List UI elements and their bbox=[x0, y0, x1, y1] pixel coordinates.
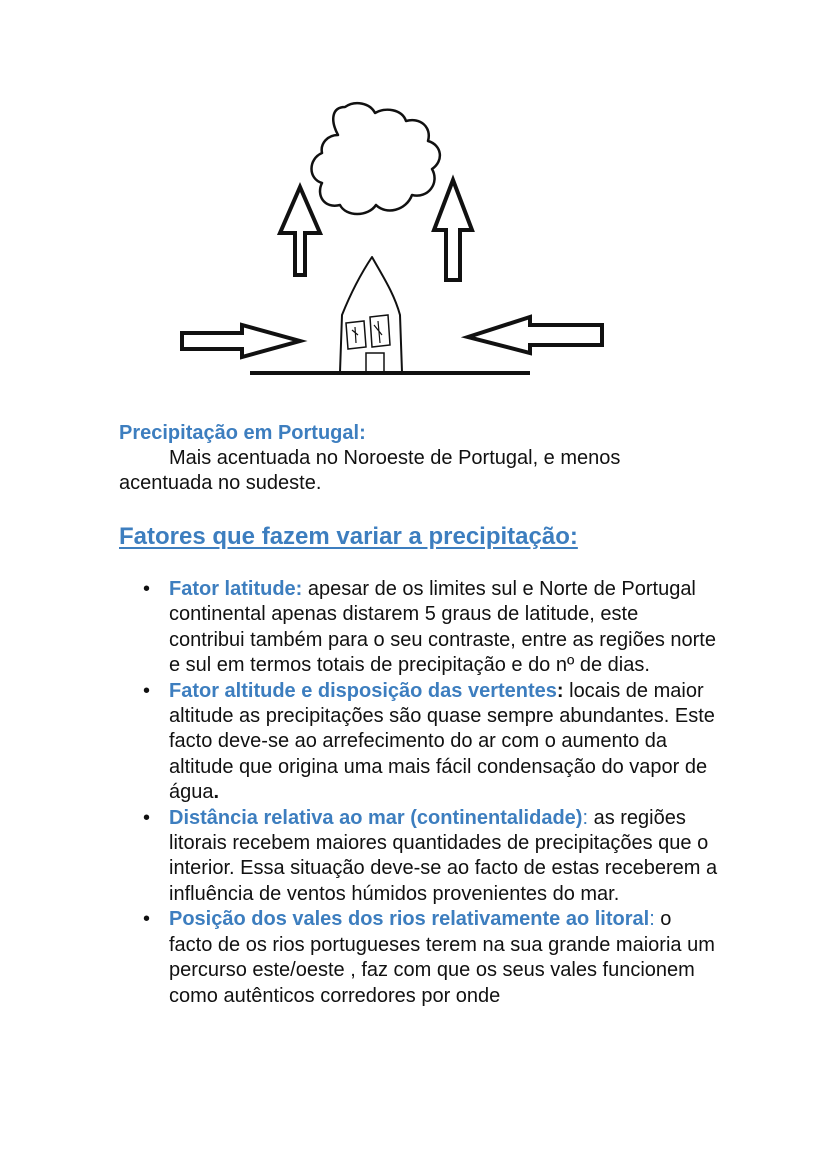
right-horizontal-arrow bbox=[468, 317, 602, 353]
factor-term: Fator latitude: bbox=[169, 578, 303, 600]
factor-text: locais de maior altitude as precipitações são quase sempre abundantes. Este facto deve-se ao arrefecimento do ar com o aumento da altitude que origina uma mais fácil condensação do vapor de água bbox=[169, 679, 715, 804]
right-up-arrow bbox=[434, 180, 472, 280]
factor-term: Posição dos vales dos rios relativamente ao litoral bbox=[169, 908, 650, 931]
list-item-valleys bbox=[143, 907, 719, 1009]
factor-text: as regiões litorais recebem maiores quantidades de precipitações que o interior. Essa situação deve-se ao facto de estas receberem a influência de ventos húmidos provenientes do mar. bbox=[169, 806, 718, 905]
bullet-icon: • bbox=[143, 679, 151, 702]
bullet-icon: • bbox=[143, 908, 151, 931]
factor-term: Fator altitude e disposição das vertentes bbox=[169, 679, 557, 702]
factor-text: o facto de os rios portugueses terem na sua grande maioria um percurso este/oeste , faz com que os seus vales funcionem como autênticos corredores por onde bbox=[169, 908, 715, 1007]
factor-colon: : bbox=[582, 806, 589, 829]
house-window-detail bbox=[352, 321, 382, 343]
intro-line-2: acentuada no sudeste. bbox=[119, 472, 322, 494]
cloud-shape bbox=[312, 103, 440, 214]
house-shape bbox=[340, 257, 402, 372]
convection-diagram bbox=[170, 95, 620, 385]
intro-line-1: Mais acentuada no Noroeste de Portugal, e menos bbox=[169, 447, 621, 469]
factor-colon: : bbox=[556, 679, 564, 702]
document-content bbox=[119, 420, 719, 1009]
house-door bbox=[366, 353, 384, 372]
list-item-altitude bbox=[143, 679, 719, 806]
bullet-icon: • bbox=[143, 578, 151, 600]
list-item-continentality bbox=[143, 806, 719, 908]
left-up-arrow bbox=[280, 187, 320, 275]
bullet-icon: • bbox=[143, 806, 151, 829]
precipitation-intro bbox=[119, 446, 719, 496]
factors-title: Fatores que fazem variar a precipitação: bbox=[119, 523, 578, 550]
factor-end: . bbox=[213, 781, 220, 804]
left-horizontal-arrow bbox=[182, 325, 300, 357]
precipitation-heading: Precipitação em Portugal: bbox=[119, 422, 366, 444]
factor-term: Distância relativa ao mar (continentalidade) bbox=[169, 806, 583, 829]
list-item-latitude bbox=[143, 577, 719, 679]
factors-list bbox=[119, 577, 719, 1009]
factor-text: apesar de os limites sul e Norte de Portugal continental apenas distarem 5 graus de latitude, este contribui também para o seu contraste, entre as regiões norte e sul em termos totais de precipitação e do nº de dias. bbox=[169, 578, 716, 677]
factor-colon: : bbox=[649, 908, 655, 931]
